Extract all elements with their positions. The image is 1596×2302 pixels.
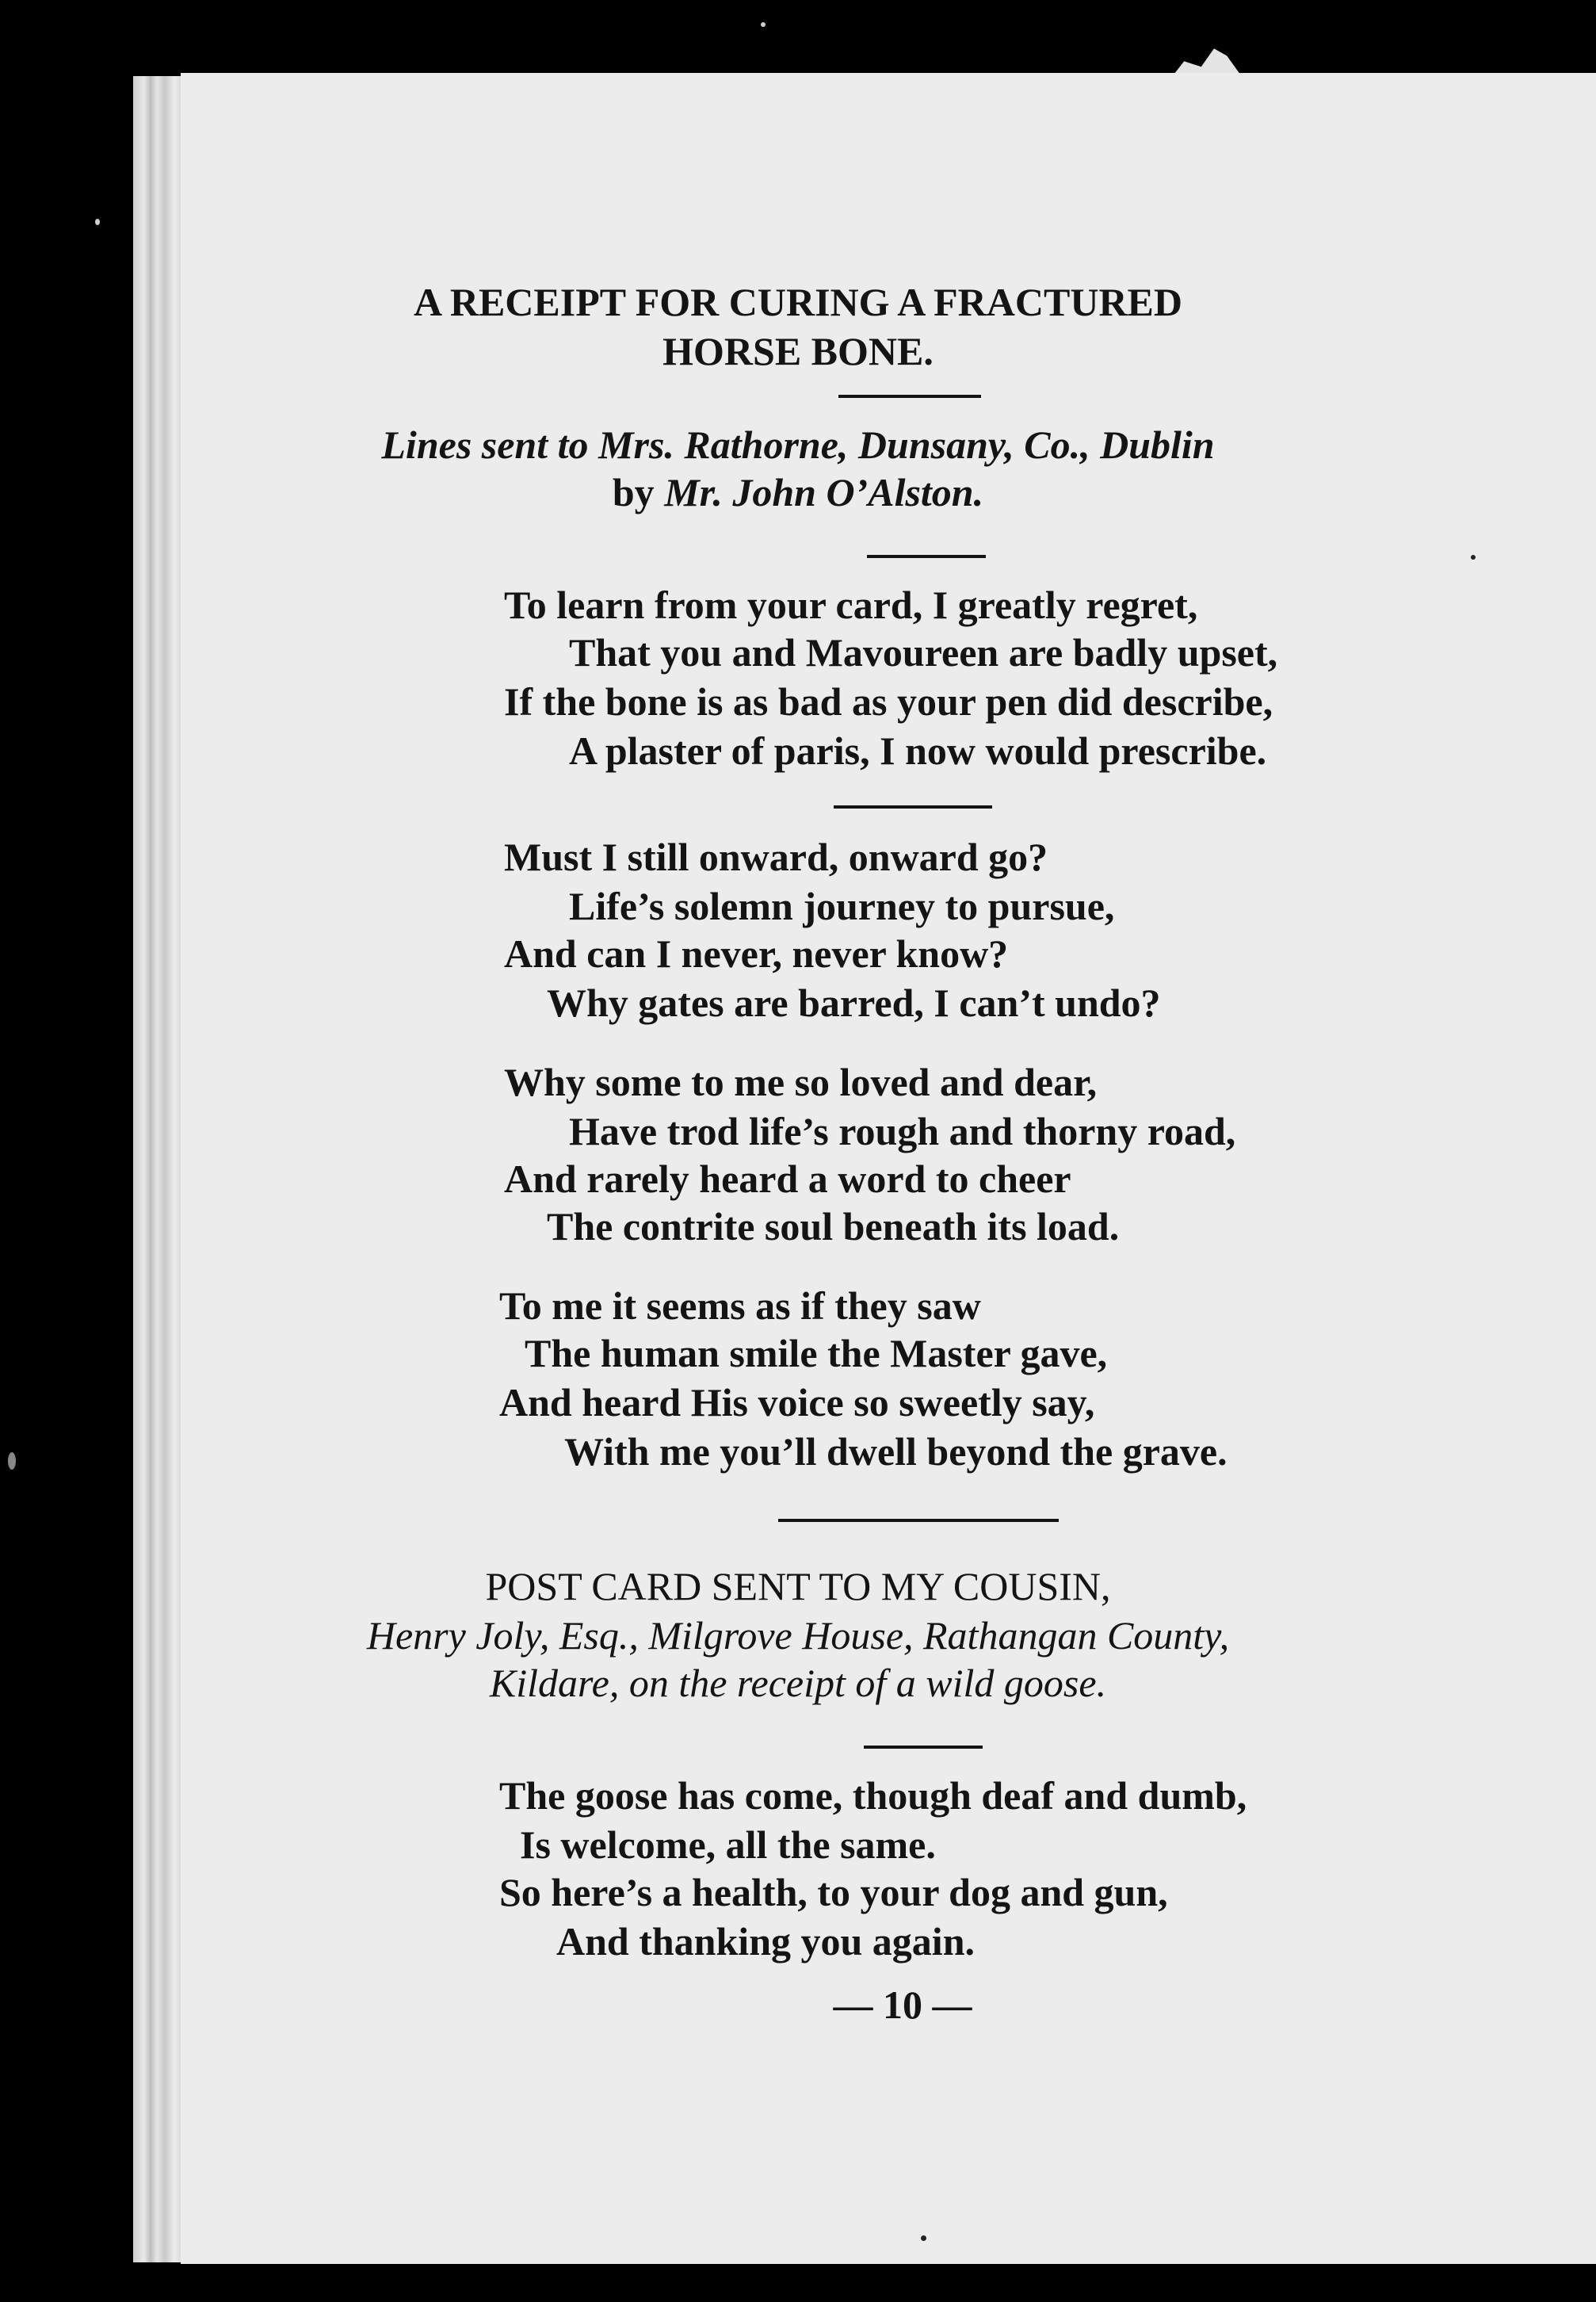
poem-title-line-2: HORSE BONE. [662,329,934,373]
postcard-heading: POST CARD SENT TO MY COUSIN, [485,1564,1111,1608]
verse-line: And rarely heard a word to cheer [504,1157,1071,1201]
dedication-author: Mr. John O’Alston. [664,470,984,514]
verse-line: Must I still onward, onward go? [504,835,1048,879]
poem-title-line-1: A RECEIPT FOR CURING A FRACTURED [413,280,1183,324]
section-rule [864,1746,983,1749]
postcard-subtitle-line-1: Henry Joly, Esq., Milgrove House, Rathangan County, [366,1613,1230,1658]
section-rule [778,1519,1059,1522]
verse-line: A plaster of paris, I now would prescribe. [569,728,1267,773]
verse-line: The contrite soul beneath its load. [547,1204,1120,1249]
verse-line: If the bone is as bad as your pen did describe, [504,679,1273,724]
page-number: — 10 — [833,1983,972,2027]
verse-line: Have trod life’s rough and thorny road, [569,1109,1236,1153]
verse-line: Life’s solemn journey to pursue, [569,884,1115,928]
verse-line: And can I never, never know? [504,931,1009,976]
section-rule [838,395,981,398]
verse-line: Why gates are barred, I can’t undo? [547,981,1161,1025]
verse-line: Is welcome, all the same. [520,1822,936,1867]
section-rule [834,805,992,809]
verse-line: To learn from your card, I greatly regret, [504,583,1198,627]
verse-line: That you and Mavoureen are badly upset, [569,630,1278,675]
verse-line: With me you’ll dwell beyond the grave. [564,1429,1228,1474]
verse-line: And heard His voice so sweetly say, [499,1380,1095,1424]
dedication-by: by [612,470,665,514]
verse-line: Why some to me so loved and dear, [504,1060,1098,1104]
verse-line: And thanking you again. [556,1919,976,1964]
postcard-subtitle-line-2: Kildare, on the receipt of a wild goose. [489,1661,1107,1705]
verse-line: To me it seems as if they saw [499,1283,981,1328]
verse-line: So here’s a health, to your dog and gun, [499,1870,1168,1914]
dedication-line-1: Lines sent to Mrs. Rathorne, Dunsany, Co., Dublin [381,423,1215,467]
section-rule [867,555,986,558]
verse-line: The goose has come, though deaf and dumb, [499,1773,1247,1818]
dedication-line-2 [0,469,1596,515]
verse-line: The human smile the Master gave, [525,1331,1108,1375]
